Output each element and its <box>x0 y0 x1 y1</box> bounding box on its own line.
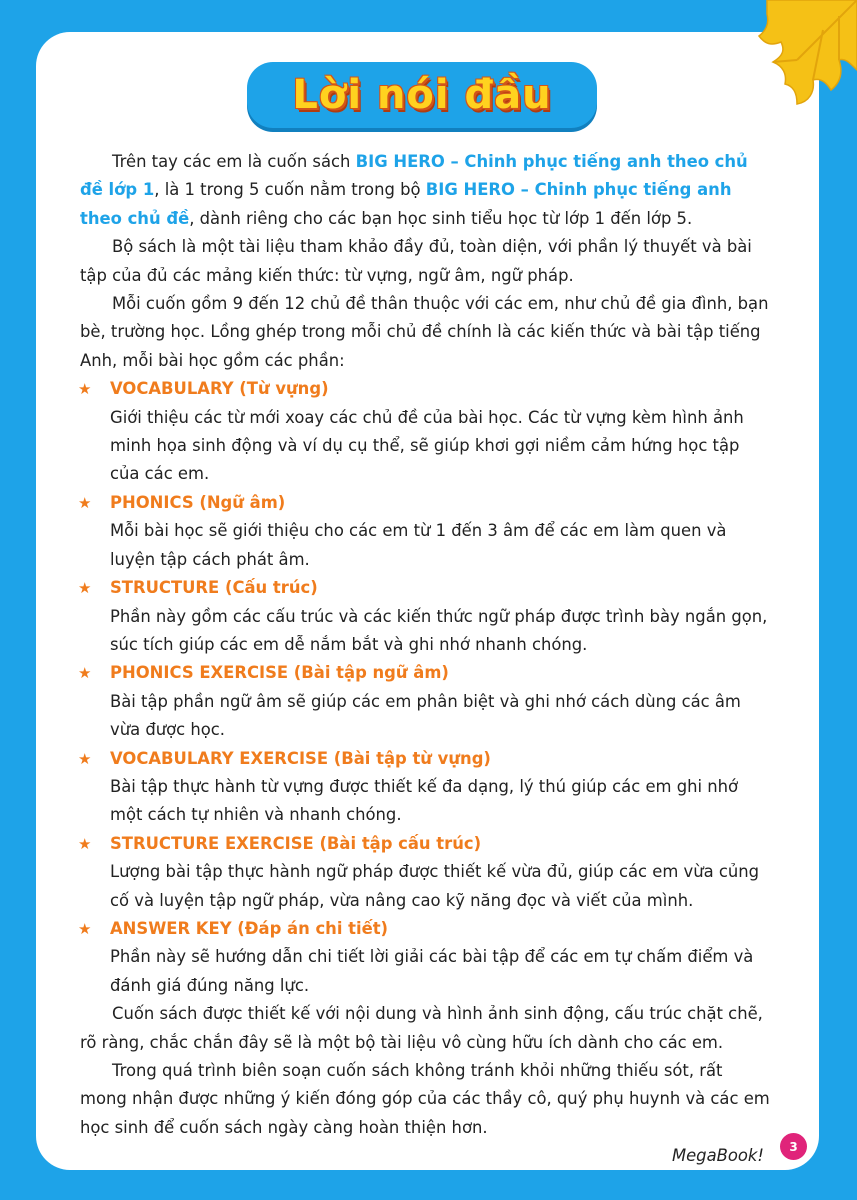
star-icon: ★ <box>78 749 92 768</box>
section-heading: VOCABULARY (Từ vựng) <box>110 379 329 399</box>
closing-paragraph-2: Trong quá trình biên soạn cuốn sách không tránh khỏi những thiếu sót, rất mong nhận được những ý kiến đóng góp của các thầy cô, quý phụ huynh và các em học sinh để cuốn sách ngày càng hoàn thiện hơn. <box>80 1061 770 1137</box>
intro-text: Trên tay các em là cuốn sách <box>112 152 356 171</box>
section-item <box>80 375 774 489</box>
section-item <box>80 574 774 659</box>
closing-paragraph-1: Cuốn sách được thiết kế với nội dung và hình ảnh sinh động, cấu trúc chặt chẽ, rõ ràng, chắc chắn đây sẽ là một bộ tài liệu vô cùng hữu ích dành cho các em. <box>80 1004 763 1052</box>
signature: MegaBook! <box>671 1146 764 1166</box>
section-item <box>80 745 774 830</box>
section-item <box>80 915 774 1000</box>
title-banner <box>247 62 597 128</box>
intro-text: , dành riêng cho các bạn học sinh tiểu học từ lớp 1 đến lớp 5. <box>189 208 693 228</box>
section-heading: STRUCTURE EXERCISE (Bài tập cấu trúc) <box>110 833 482 853</box>
intro-paragraph-3: Mỗi cuốn gồm 9 đến 12 chủ đề thân thuộc với các em, như chủ đề gia đình, bạn bè, trường học. Lồng ghép trong mỗi chủ đề chính là các kiến thức và bài tập tiếng Anh, mỗi bài học gồm các phần: <box>80 294 769 370</box>
section-heading: ANSWER KEY (Đáp án chi tiết) <box>110 918 389 938</box>
section-description: Phần này gồm các cấu trúc và các kiến thức ngữ pháp được trình bày ngắn gọn, súc tích giúp các em dễ nắm bắt và ghi nhớ nhanh chóng. <box>110 606 768 654</box>
section-item <box>80 830 774 915</box>
section-heading: PHONICS EXERCISE (Bài tập ngữ âm) <box>110 663 449 683</box>
star-icon: ★ <box>78 579 92 598</box>
book-title-highlight: BIG HERO – Chinh phục tiếng anh theo chủ đề lớp 1 <box>80 152 748 200</box>
intro-text: , là 1 trong 5 cuốn nằm trong bộ <box>154 180 426 200</box>
section-heading: STRUCTURE (Cấu trúc) <box>110 578 318 598</box>
section-item <box>80 489 774 574</box>
section-description: Bài tập phần ngữ âm sẽ giúp các em phân biệt và ghi nhớ cách dùng các âm vừa được học. <box>110 691 741 740</box>
section-description: Bài tập thực hành từ vựng được thiết kế đa dạng, lý thú giúp các em ghi nhớ một cách tự nhiên và nhanh chóng. <box>110 776 739 825</box>
star-icon: ★ <box>78 380 92 399</box>
intro-paragraph-1 <box>80 148 774 233</box>
section-heading: VOCABULARY EXERCISE (Bài tập từ vựng) <box>110 748 491 768</box>
series-title-highlight: BIG HERO – Chinh phục tiếng anh theo chủ đề <box>80 180 732 228</box>
maple-leaf-icon <box>727 0 857 110</box>
page-title: Lời nói đầu <box>292 72 552 118</box>
page-number-badge: 3 <box>780 1133 807 1160</box>
star-icon: ★ <box>78 919 92 938</box>
section-description: Lượng bài tập thực hành ngữ pháp được thiết kế vừa đủ, giúp các em vừa củng cố và luyện tập ngữ pháp, vừa nâng cao kỹ năng đọc và viết của mình. <box>110 862 760 910</box>
star-icon: ★ <box>78 834 92 853</box>
section-item <box>80 659 774 744</box>
section-heading: PHONICS (Ngữ âm) <box>110 492 286 512</box>
section-description: Mỗi bài học sẽ giới thiệu cho các em từ 1 đến 3 âm để các em làm quen và luyện tập cách phát âm. <box>110 521 727 569</box>
preface-body <box>80 148 774 1171</box>
star-icon: ★ <box>78 664 92 683</box>
section-description: Phần này sẽ hướng dẫn chi tiết lời giải các bài tập để các em tự chấm điểm và đánh giá đúng năng lực. <box>110 947 754 995</box>
intro-paragraph-2: Bộ sách là một tài liệu tham khảo đầy đủ, toàn diện, với phần lý thuyết và bài tập của đủ các mảng kiến thức: từ vựng, ngữ âm, ngữ pháp. <box>80 237 752 285</box>
section-description: Giới thiệu các từ mới xoay các chủ đề của bài học. Các từ vựng kèm hình ảnh minh họa sinh động và ví dụ cụ thể, sẽ giúp khơi gợi niềm cảm hứng học tập của các em. <box>110 407 744 484</box>
star-icon: ★ <box>78 493 92 512</box>
